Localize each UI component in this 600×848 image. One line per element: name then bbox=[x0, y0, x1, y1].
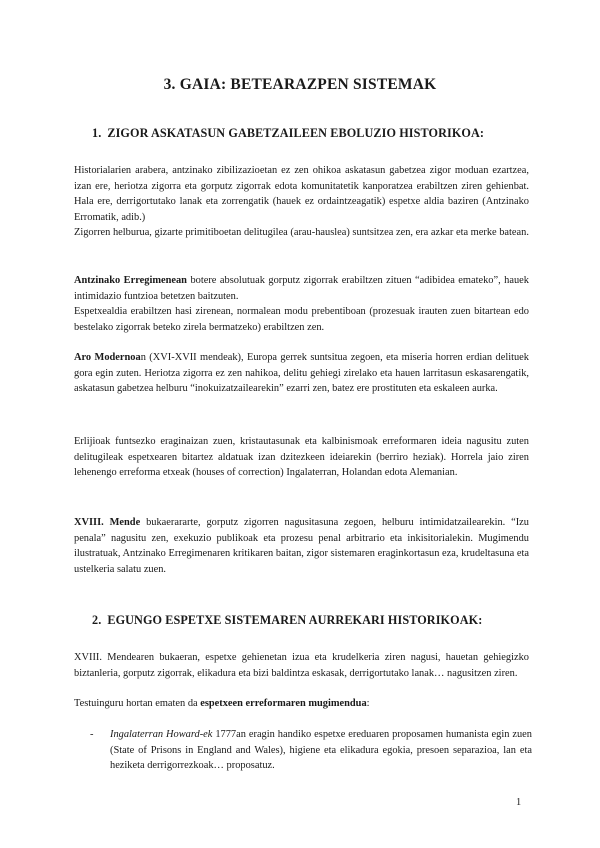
section-1-heading-text: ZIGOR ASKATASUN GABETZAILEEN EBOLUZIO HISTORIKOA: bbox=[107, 126, 485, 140]
section-1-paragraph-7 bbox=[74, 515, 529, 577]
section-2-paragraph-2-post: : bbox=[366, 698, 370, 709]
section-2-paragraph-1: XVIII. Mendearen bukaeran, espetxe gehienetan izua eta krudelkeria ziren nagusi, hauetan gehiegizko biztanleria, gorputz zigorrak, elikadura eta bizi baldintza eskasak, derrigortutako lanak… nagusitzen ziren. bbox=[74, 652, 529, 679]
section-2-number: 2. bbox=[92, 613, 102, 627]
section-1-paragraph-6: Erlijioak funtsezko eraginaizan zuen, kristautasunak eta kalbinismoak erreformaren ideia nagusitu zuten delitugileak espetxearen bitartez aldatuak izan dzitezkeen ideiarekin (berriro heziak). Horrela jaio ziren lehenengo erreforma etxeak (houses of correction) Ingalaterran, Holandan edota Alemanian. bbox=[74, 436, 529, 479]
section-1-paragraph-4: Espetxealdia erabiltzen hasi zirenean, normalean modu prebentiboan (prozesuak irauten zuen bitartean edo bestelako zigorrak beteko zirela bermatzeko) erabiltzen zen. bbox=[74, 306, 529, 333]
list-item-text bbox=[110, 727, 532, 774]
section-1-heading bbox=[92, 126, 484, 141]
section-2-heading-text: EGUNGO ESPETXE SISTEMAREN AURREKARI HISTORIKOAK: bbox=[107, 613, 483, 627]
list-item-rest: 1777an eragin handiko espetxe ereduaren proposamen humanista egin zuen (State of Prisons in England and Wales), higiene eta elikadura egokia, presoen separazioa, lan eta heziketa derrigorrezkoak… proposatuz. bbox=[110, 729, 532, 772]
section-2-paragraph-2-pre: Testuinguru hortan ematen da bbox=[74, 698, 201, 709]
section-2-heading bbox=[92, 613, 482, 628]
page-title: 3. GAIA: BETEARAZPEN SISTEMAK bbox=[163, 76, 437, 93]
section-1-paragraph-3 bbox=[74, 273, 529, 304]
section-1-paragraph-5-text: n (XVI-XVII mendeak), Europa gerrek suntsitua zegoen, eta miseria horren erdian delituek gora egin zuten. Heriotza zigorra ez zen nahikoa, delitu gehiegi zirelako eta hauen larritasun eskasarengatik, askatasun gabetzea helburu “inokuizatzailearekin” ezarri zen, batez ere prostituten eta eskaleen aurka. bbox=[74, 352, 529, 395]
section-1-paragraph-1: Historialarien arabera, antzinako zibilizazioetan ez zen ohikoa askatasun gabetzea zigor moduan ezartzea, izan ere, heriotza zigorra eta gorputz zigorrak edota komunitatetik kanporatzea erabiltzen ziren gehienbat. Hala ere, derrigortutako lanak eta zorrengatik (hauek ez ordaintzeagatik) espetxe aldia baziren (Antzinako Erromatik, adib.) bbox=[74, 165, 529, 223]
howard-italic: Ingalaterran Howard-ek bbox=[110, 729, 213, 740]
section-1-paragraph-2: Zigorren helburua, gizarte primitiboetan delitugilea (arau-hauslea) suntsitzea zen, era azkar eta merke batean. bbox=[74, 227, 529, 238]
section-1-paragraph-7-text: bukaerararte, gorputz zigorren nagusitasuna zegoen, helburu intimidatzailearekin. “Izu penala” nagusitu zen, exekuzio publikoak eta prozesu penal arbitrario eta inkisitorialekin. Mugimendu ilustratuak, Antzinako Erregimenaren kritikaren baitan, zigor sistemaren eraginkortasun eza, krudeltasuna eta ustelkeria salatu zuen. bbox=[74, 517, 529, 575]
xviii-mende-bold: XVIII. Mende bbox=[74, 517, 141, 528]
section-1-number: 1. bbox=[92, 126, 102, 140]
section-2-paragraph-2 bbox=[74, 696, 529, 712]
aro-modernoa-bold: Aro Modernoa bbox=[74, 352, 141, 363]
page-number: 1 bbox=[516, 797, 522, 808]
section-1-paragraph-3-text: botere absolutuak gorputz zigorrak erabiltzen zituen “adibidea emateko”, hauek intimidazio funtzioa betetzen baitzuten. bbox=[74, 275, 529, 302]
bullet-dash: - bbox=[90, 729, 94, 740]
list-item-howard bbox=[92, 727, 532, 774]
section-1-paragraph-5 bbox=[74, 350, 529, 397]
erreforma-mugimendua-bold: espetxeen erreformaren mugimendua bbox=[200, 698, 367, 709]
antzinako-erregimena-bold: Antzinako Erregimenean bbox=[74, 275, 187, 286]
